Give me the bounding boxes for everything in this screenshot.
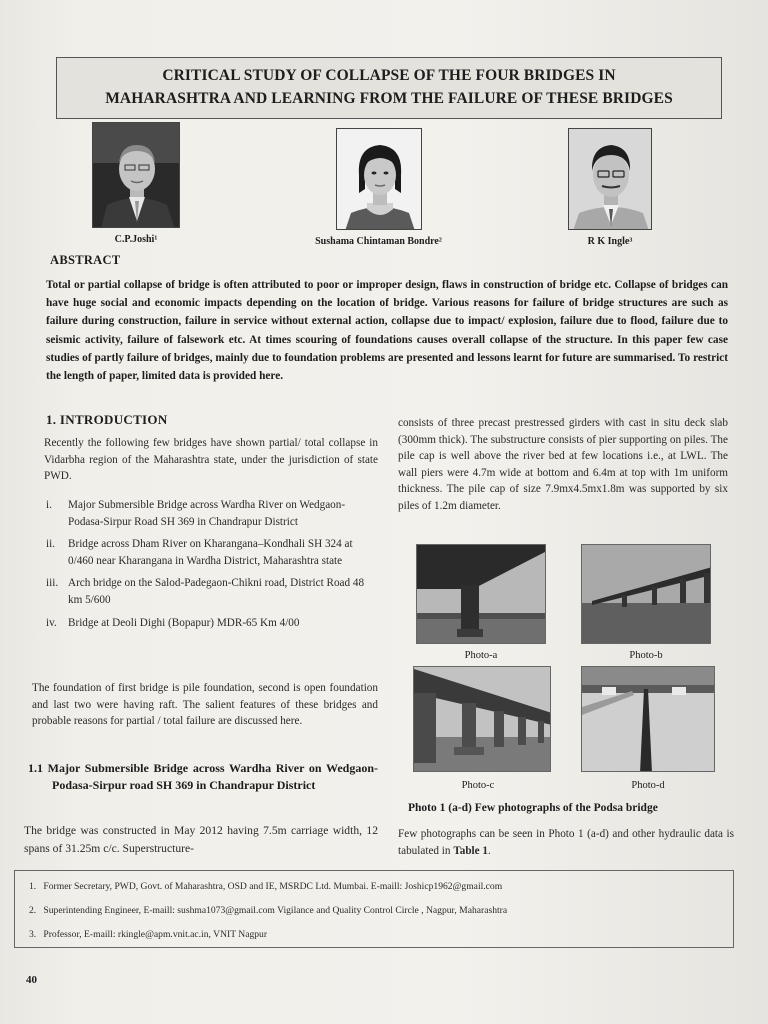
- author-photo-joshi: [92, 122, 180, 228]
- subsection-heading: 1.1 Major Submersible Bridge across Wardha River on Wedgaon-Podasa-Sirpur road SH 369 in Chandrapur District: [28, 761, 378, 792]
- caption-photo-c: Photo-c: [461, 780, 495, 791]
- abstract-heading: ABSTRACT: [50, 253, 121, 267]
- footnote: [29, 875, 733, 899]
- subsection-text: The bridge was constructed in May 2012 having 7.5m carriage width, 12 spans of 31.25m c/c. Superstructure-: [24, 824, 378, 855]
- photo-b: [581, 544, 711, 644]
- author-joshi: [92, 122, 180, 245]
- intro-paragraph-1: Recently the following few bridges have shown partial/ total collapse in Vidarbha region of the Maharashtra state, under the jurisdiction of state PWD.: [44, 437, 378, 483]
- list-item: [46, 615, 378, 632]
- table-reference-link[interactable]: Table 1: [453, 844, 489, 857]
- list-item-text: Bridge at Deoli Dighi (Bopapur) MDR-65 Km 4/00: [68, 616, 300, 629]
- list-item: [46, 536, 378, 569]
- after-text-suffix: .: [488, 844, 491, 857]
- author-name-joshi: C.P.Joshi¹: [114, 234, 158, 245]
- footnote-text: Former Secretary, PWD, Govt. of Maharashtra, OSD and IE, MSRDC Ltd. Mumbai. E-maill: Joshicp1962@gmail.com: [43, 881, 503, 892]
- bridge-list: [46, 497, 378, 637]
- intro-paragraph-2: The foundation of first bridge is pile foundation, second is open foundation and last two were having raft. The salient features of these bridges and probable reasons for partial / total failure are discussed here.: [32, 682, 378, 728]
- footnote-number: 3.: [29, 929, 37, 940]
- right-column-after-text: [398, 826, 734, 859]
- photo-d: [581, 666, 715, 772]
- right-column-text: consists of three precast prestressed girders with cast in situ deck slab (300mm thick). The substructure consists of pier supporting on piles. The pile cap is well above the river bed at few locations i.e., at LWL. The wall piers were 4.7m wide at bottom and 6.4m at top with 1m uniform thickness. The pile cap of size 7.9mx4.5mx1.8m was supported by six piles of 1.2m diameter.: [398, 417, 728, 512]
- list-item-text: Bridge across Dham River on Kharangana–Kondhali SH 324 at 0/460 near Kharangana in Wardha District, Maharashtra state: [68, 538, 353, 567]
- caption-photo-d: Photo-d: [631, 780, 665, 791]
- abstract-text: Total or partial collapse of bridge is often attributed to poor or improper design, flaws in construction of bridge etc. Collapse of bridges can have huge social and economic impacts depending on the location of bridge. Various reasons for failure of bridge structures are such as failure during construction, failure in service without external action, collapse due to impact/ explosion, failure due to flood, failure due to seismic activity, failure of falsework etc. At times scouring of foundations causes overall collapse of the structure. In this paper few case studies of partly failure of bridges, mainly due to foundation problems are presented and lessons learnt for future are summarised. To restrict the length of paper, limited data is provided here.: [46, 279, 728, 383]
- list-item: [46, 497, 378, 530]
- list-item: [46, 575, 378, 608]
- footnote-text: Professor, E-maill: rkingle@apm.vnit.ac.in, VNIT Nagpur: [43, 929, 268, 940]
- photo-c: [413, 666, 551, 772]
- title-line-1: CRITICAL STUDY OF COLLAPSE OF THE FOUR BRIDGES IN: [162, 67, 616, 84]
- caption-photo-b: Photo-b: [629, 650, 663, 661]
- list-item-number: ii.: [46, 538, 56, 551]
- author-photo-bondre: [336, 128, 422, 230]
- author-bondre: [296, 128, 461, 247]
- list-item-text: Major Submersible Bridge across Wardha River on Wedgaon-Podasa-Sirpur Road SH 369 in Chandrapur District: [68, 499, 346, 528]
- after-text-prefix: Few photographs can be seen in Photo 1 (a-d) and other hydraulic data is tabulated in: [398, 828, 734, 857]
- footnote-number: 2.: [29, 905, 37, 916]
- author-name-ingle: R K Ingle³: [587, 236, 633, 247]
- photo-a: [416, 544, 546, 644]
- author-name-bondre: Sushama Chintaman Bondre²: [315, 236, 442, 247]
- list-item-number: iii.: [46, 577, 59, 590]
- footnote-number: 1.: [29, 881, 37, 892]
- footnote-text: Superintending Engineer, E-maill: sushma1073@gmail.com Vigilance and Quality Control Circle , Nagpur, Maharashtra: [43, 905, 508, 916]
- footnote: [29, 923, 733, 947]
- figure-caption: Photo 1 (a-d) Few photographs of the Podsa bridge: [408, 802, 658, 814]
- list-item-number: i.: [46, 499, 52, 511]
- title-line-2: MAHARASHTRA AND LEARNING FROM THE FAILURE OF THESE BRIDGES: [105, 90, 673, 107]
- paper-title: [56, 57, 722, 119]
- introduction-heading: 1. INTRODUCTION: [46, 412, 168, 427]
- footnotes-box: [14, 870, 734, 948]
- footnote: [29, 899, 733, 923]
- page-number: 40: [26, 974, 37, 986]
- list-item-text: Arch bridge on the Salod-Padegaon-Chikni road, District Road 48 km 5/600: [68, 577, 365, 606]
- author-photo-ingle: [568, 128, 652, 230]
- author-ingle: [568, 128, 652, 247]
- caption-photo-a: Photo-a: [464, 650, 498, 661]
- list-item-number: iv.: [46, 616, 57, 629]
